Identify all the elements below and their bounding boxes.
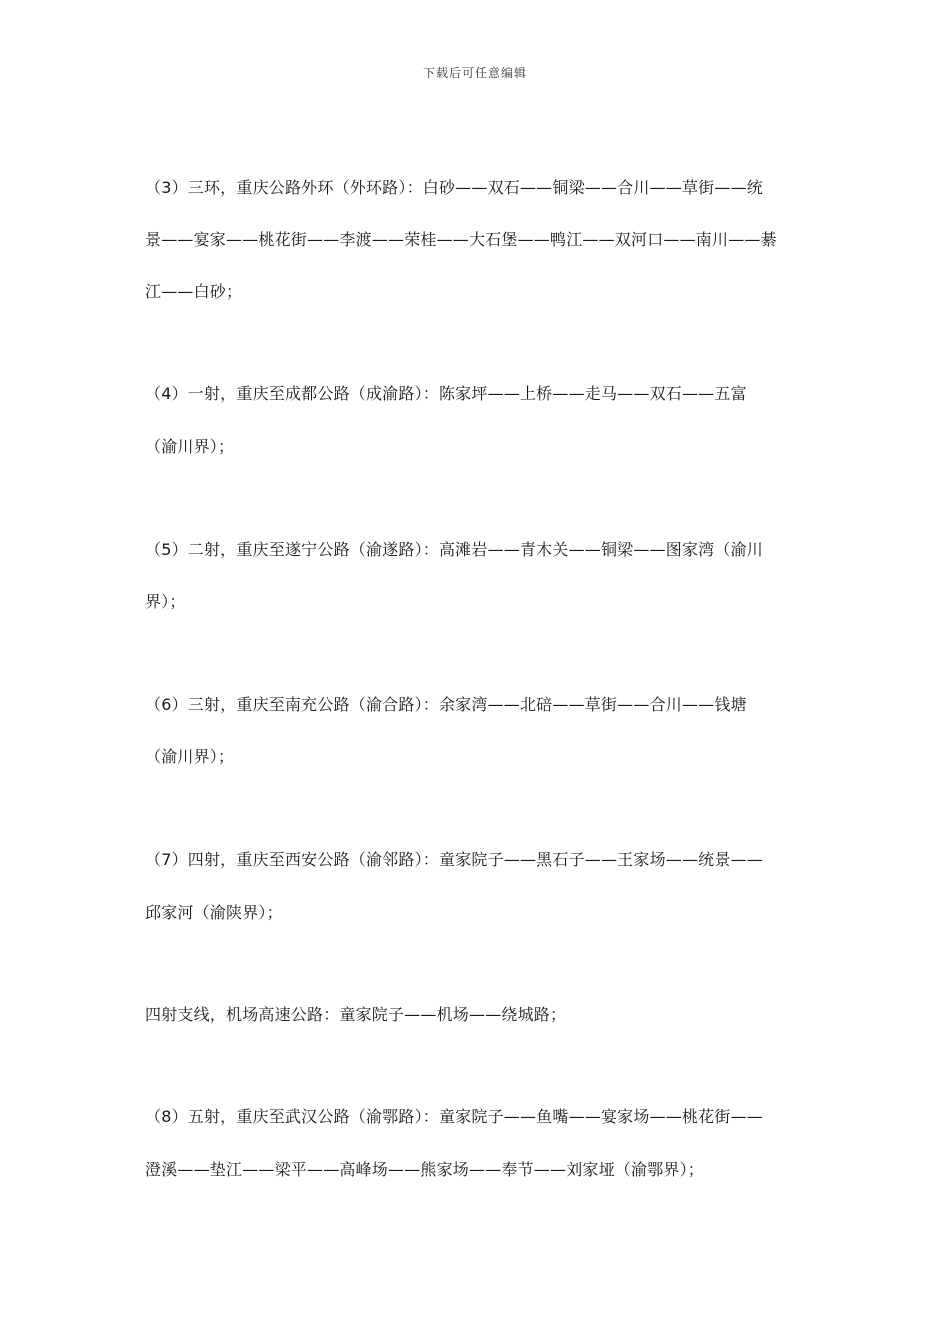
text-line: （7）四射，重庆至西安公路（渝邻路）：童家院子——黑石子——王家场——统景—— [145, 850, 763, 869]
text-line: 江——白砂； [145, 282, 243, 301]
text-line: （8）五射，重庆至武汉公路（渝鄂路）：童家院子——鱼嘴——宴家场——桃花街—— [145, 1107, 763, 1126]
text-line: 邱家河（渝陕界）； [145, 903, 283, 922]
text-line: （4）一射，重庆至成都公路（成渝路）：陈家坪——上桥——走马——双石——五富 [145, 384, 747, 403]
text-line: （6）三射，重庆至南充公路（渝合路）：余家湾——北碚——草街——合川——钱塘 [145, 695, 747, 714]
text-line: （5）二射，重庆至遂宁公路（渝遂路）：高滩岩——青木关——铜梁——图家湾（渝川 [145, 540, 763, 559]
text-line: 界）； [145, 592, 186, 611]
text-line: 景——宴家——桃花街——李渡——荣桂——大石堡——鸭江——双河口——南川——綦 [145, 230, 777, 249]
text-line: （渝川界）； [145, 747, 235, 766]
page-header-note: 下载后可任意编辑 [422, 66, 527, 80]
text-line: 澄溪——垫江——梁平——高峰场——熊家场——奉节——刘家垭（渝鄂界）； [145, 1160, 705, 1179]
text-line: （渝川界）； [145, 437, 235, 456]
text-line: （3）三环，重庆公路外环（外环路）：白砂——双石——铜梁——合川——草街——统 [145, 178, 763, 197]
text-line: 四射支线，机场高速公路：童家院子——机场——绕城路； [145, 1005, 567, 1024]
